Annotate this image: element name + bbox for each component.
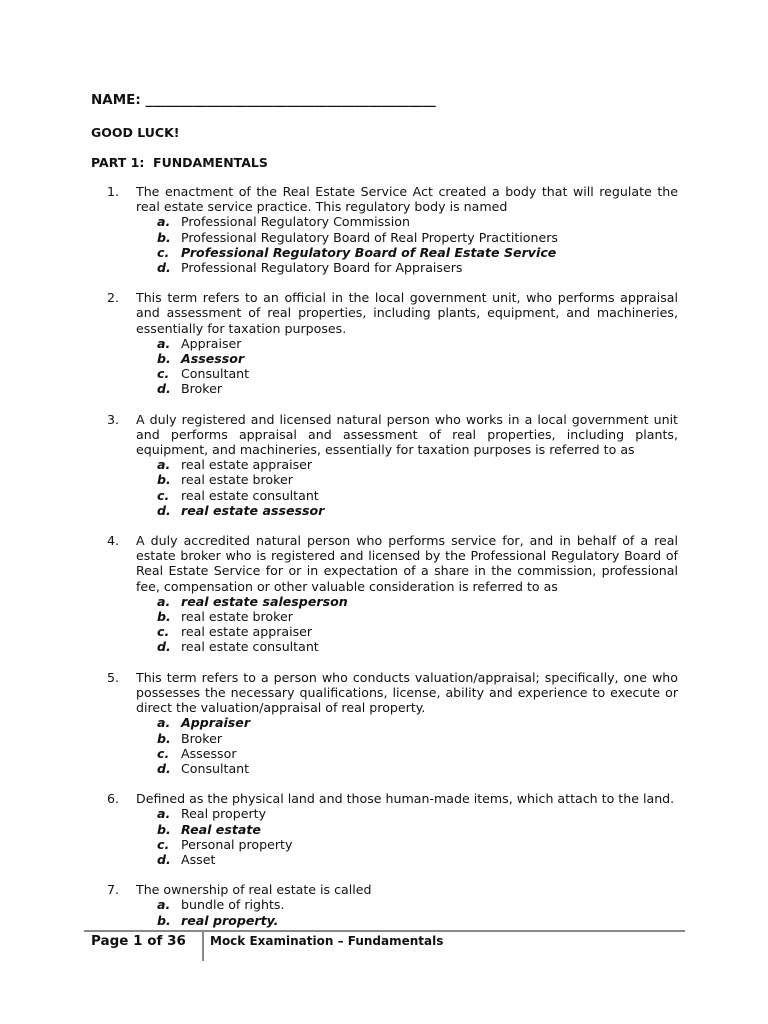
choice-letter: a.: [157, 715, 171, 731]
choice-letter: b.: [157, 609, 171, 625]
question-text: A duly registered and licensed natural person who works in a local government unit and performs appraisal and assessment of real properties, including plants, equipment, and machineries, essentially for taxation purposes is referred to as: [136, 411, 678, 458]
question-item: [91, 290, 678, 396]
footer-rule: [84, 930, 685, 932]
part-title: PART 1: FUNDAMENTALS: [91, 155, 268, 170]
choice-letter: d.: [157, 639, 171, 655]
answer-choice: [136, 472, 678, 487]
answer-choice: [136, 336, 678, 351]
answer-choice: [136, 245, 678, 260]
choice-text: Asset: [181, 851, 216, 867]
question-number: 6.: [107, 791, 120, 807]
question-item: [91, 533, 678, 655]
choice-text: real estate broker: [181, 609, 293, 625]
choice-letter: a.: [157, 593, 171, 609]
page-number: Page 1 of 36: [91, 933, 186, 949]
answer-choice: [136, 822, 678, 837]
question-item: [91, 184, 678, 275]
question-text: Defined as the physical land and those human-made items, which attach to the land.: [136, 791, 675, 807]
choice-text: Broker: [181, 730, 223, 746]
choice-text: Appraiser: [181, 335, 242, 351]
choice-letter: d.: [157, 260, 171, 276]
answer-choice: [136, 503, 678, 518]
choice-letter: a.: [157, 214, 171, 230]
answer-choice: [136, 381, 678, 396]
question-item: [91, 412, 678, 518]
footer-divider: [202, 930, 204, 961]
question-number: 1.: [107, 184, 120, 199]
answer-choice: [136, 639, 678, 654]
choice-letter: c.: [157, 244, 170, 260]
answer-choice: [136, 806, 678, 821]
choice-text: bundle of rights.: [181, 897, 285, 913]
choice-letter: c.: [157, 366, 170, 382]
question-list: [91, 184, 678, 943]
answer-choice: [136, 913, 678, 928]
question-number: 4.: [107, 533, 120, 549]
choice-letter: d.: [157, 502, 171, 518]
good-luck-text: GOOD LUCK!: [91, 125, 180, 140]
choice-letter: d.: [157, 851, 171, 867]
choice-text: real estate assessor: [181, 502, 325, 518]
choice-text: Professional Regulatory Board of Real Estate Service: [181, 244, 557, 260]
choice-letter: b.: [157, 730, 171, 746]
answer-choice: [136, 366, 678, 381]
choice-text: real estate appraiser: [181, 457, 313, 473]
choice-letter: d.: [157, 760, 171, 776]
choice-letter: b.: [157, 351, 171, 367]
choice-letter: b.: [157, 821, 171, 837]
choice-letter: b.: [157, 912, 171, 928]
answer-choice: [136, 837, 678, 852]
choice-text: real property.: [181, 912, 279, 928]
question-number: 3.: [107, 411, 120, 427]
question-text: A duly accredited natural person who performs service for, and in behalf of a real estate broker who is registered and licensed by the Professional Regulatory Board of Real Estate Service for or in expectation of a share in the commission, professional fee, compensation or other valuable consideration is referred to as: [136, 533, 678, 594]
answer-choice: [136, 488, 678, 503]
answer-choice: [136, 624, 678, 639]
choice-letter: a.: [157, 335, 171, 351]
choice-letter: b.: [157, 472, 171, 488]
question-item: [91, 882, 678, 928]
choice-text: Assessor: [181, 351, 245, 367]
choice-letter: c.: [157, 836, 170, 852]
answer-choice: [136, 351, 678, 366]
choice-letter: c.: [157, 624, 170, 640]
question-text: The enactment of the Real Estate Service Act created a body that will regulate the real estate service practice. This regulatory body is named: [136, 184, 678, 215]
answer-choice: [136, 731, 678, 746]
answer-choice: [136, 260, 678, 275]
choice-text: Consultant: [181, 760, 250, 776]
choice-letter: d.: [157, 381, 171, 397]
answer-choice: [136, 897, 678, 912]
choice-text: Personal property: [181, 836, 293, 852]
answer-choice: [136, 746, 678, 761]
answer-choice: [136, 609, 678, 624]
answer-choice: [136, 230, 678, 245]
choice-text: Professional Regulatory Board of Real Property Practitioners: [181, 229, 558, 245]
choice-letter: c.: [157, 745, 170, 761]
choice-text: real estate consultant: [181, 487, 319, 503]
choice-letter: a.: [157, 897, 171, 913]
choice-text: Consultant: [181, 366, 250, 382]
answer-choice: [136, 594, 678, 609]
choice-text: Broker: [181, 381, 223, 397]
question-item: [91, 670, 678, 776]
choice-letter: a.: [157, 457, 171, 473]
choice-text: real estate consultant: [181, 639, 319, 655]
choice-letter: c.: [157, 487, 170, 503]
answer-choice: [136, 457, 678, 472]
answer-choice: [136, 761, 678, 776]
choice-text: real estate appraiser: [181, 624, 313, 640]
choice-text: real estate salesperson: [181, 593, 348, 609]
question-text: This term refers to an official in the local government unit, who performs appraisal and assessment of real properties, including plants, equipment, and machineries, essentially for taxation purposes.: [136, 290, 678, 336]
question-text: The ownership of real estate is called: [136, 882, 372, 898]
name-line: NAME: ___________________________________________: [91, 92, 436, 108]
choice-text: real estate broker: [181, 472, 293, 488]
choice-text: Real property: [181, 806, 267, 822]
choice-text: Appraiser: [181, 715, 251, 731]
answer-choice: [136, 214, 678, 229]
question-item: [91, 791, 678, 867]
question-number: 2.: [107, 290, 120, 306]
answer-choice: [136, 715, 678, 730]
choice-text: Real estate: [181, 821, 261, 837]
choice-text: Professional Regulatory Commission: [181, 214, 410, 230]
choice-letter: b.: [157, 229, 171, 245]
question-number: 7.: [107, 882, 120, 898]
choice-letter: a.: [157, 806, 171, 822]
answer-choice: [136, 852, 678, 867]
question-number: 5.: [107, 669, 120, 685]
choice-text: Assessor: [181, 745, 237, 761]
footer-document-title: Mock Examination – Fundamentals: [210, 934, 444, 948]
choice-text: Professional Regulatory Board for Appraisers: [181, 260, 463, 276]
question-text: This term refers to a person who conducts valuation/appraisal; specifically, one who possesses the necessary qualifications, license, ability and experience to execute or direct the valuation/appraisal of real property.: [136, 669, 678, 716]
